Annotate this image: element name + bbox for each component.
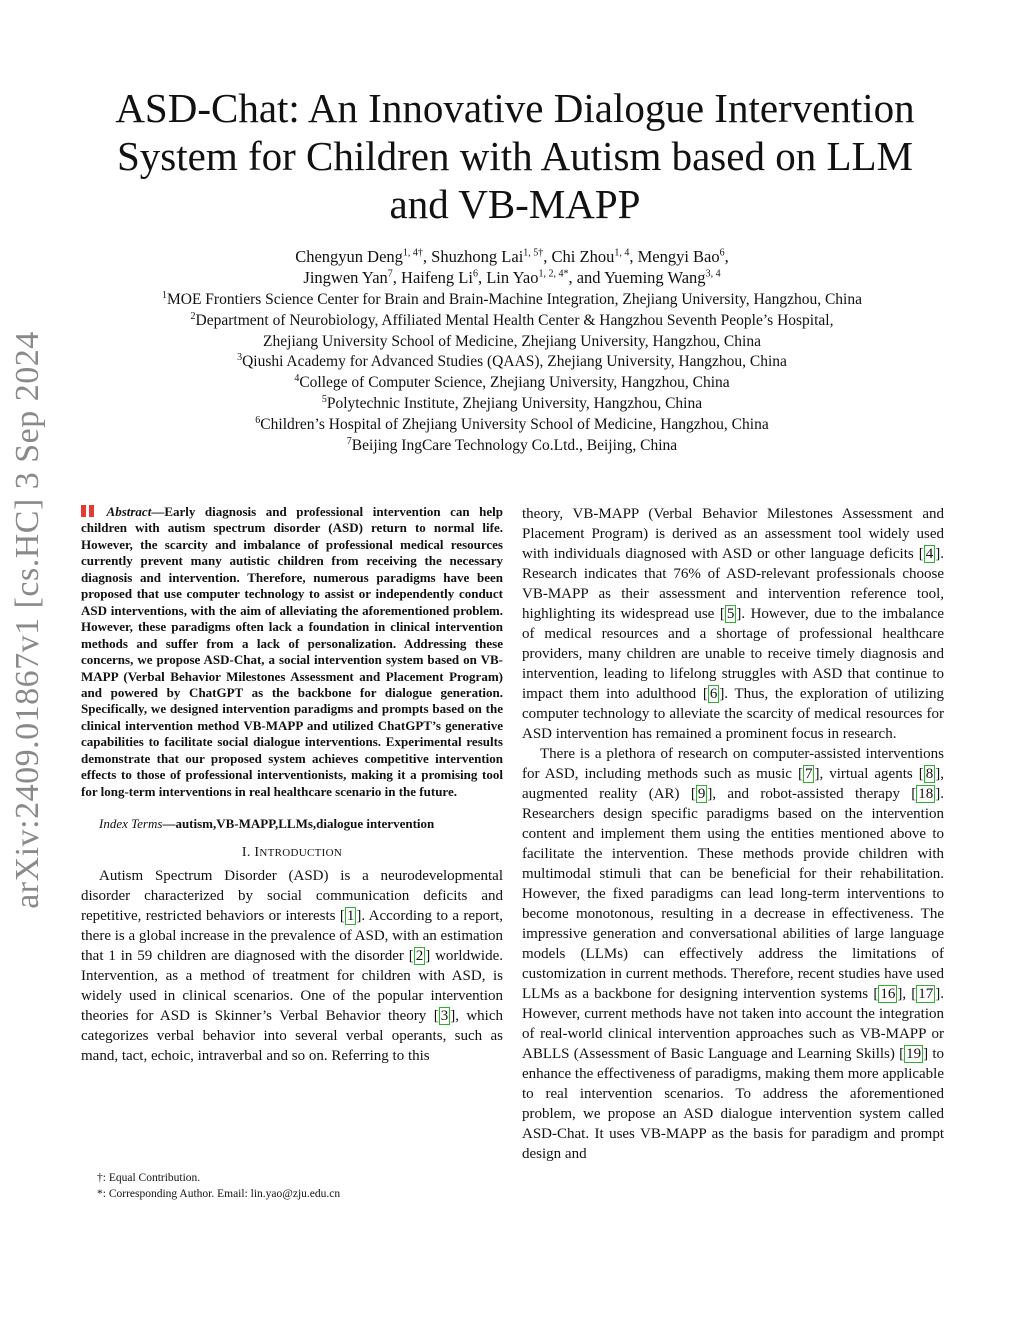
footnote: *: Corresponding Author. Email: lin.yao@zju.edu.cn (97, 1188, 341, 1200)
affiliation: $^1$MOE Frontiers Science Center for Brain and Brain-Machine Integration, Zhejiang University, Hangzhou, China (161, 289, 862, 308)
right-column (522, 504, 944, 1164)
affiliation: $^2$Department of Neurobiology, Affiliated Mental Health Center & Hangzhou Seventh People’s Hospital, (190, 310, 834, 329)
abstract (81, 504, 503, 800)
body-paragraph: theory, VB-MAPP (Verbal Behavior Milestones Assessment and Placement Program) is derived as an assessment tool widely used with individuals diagnosed with ASD or other language deficits [ 4 ]. Research indicates that 76% of ASD-relevant professionals choose VB-MAPP as their assessment and intervention reference tool, highlighting its widespread use [ 5 ]. However, due to the imbalance of medical resources and a shortage of professional healthcare providers, many children are unable to receive timely diagnosis and intervention, leading to lifelong struggles with ASD that continue to impact them into adulthood [ 6 ]. Thus, the exploration of utilizing computer technology to alleviate the scarcity of medical resources for ASD intervention has remained a prominent focus in research. (522, 506, 945, 742)
author-name: Yueming Wang (604, 268, 706, 287)
arxiv-identifier (8, 270, 48, 970)
citation-link[interactable]: 19 (906, 1046, 922, 1062)
citation-link[interactable]: 17 (918, 986, 934, 1002)
section-heading: I. INTRODUCTION (241, 845, 343, 861)
author-name: Chengyun Deng (295, 247, 403, 266)
footnote: †: Equal Contribution. (97, 1172, 201, 1184)
author-sup: 1, 4† (402, 247, 423, 259)
abstract-text: —Early diagnosis and professional intervention can help children with autism spectrum disorder (ASD) return to normal life. However, the scarcity and imbalance of professional medical resources currently prevent many autistic children from receiving the necessary diagnosis and intervention. Therefore, numerous paradigms have been proposed that use computer technology to assist or independently conduct ASD interventions, with the aim of alleviating the aforementioned problem. However, these paradigms often lack a foundation in clinical intervention methods and suffer from a lack of personalization. Addressing these concerns, we propose ASD-Chat, a social intervention system based on VB-MAPP (Verbal Behavior Milestones Assessment and Placement Program) and powered by ChatGPT as the backbone for dialogue generation. Specifically, we designed intervention paradigms and prompts based on the clinical intervention method VB-MAPP and utilized ChatGPT’s generative capabilities to facilitate social dialogue interventions. Experimental results demonstrate that our proposed system achieves competitive intervention effects to those of professional interventionists, making it a promising tool for long-term interventions in real healthcare scenario in the future. (81, 504, 503, 799)
left-column (81, 504, 503, 1066)
author-name: Chi Zhou (551, 247, 615, 266)
author-sup: 6 (719, 247, 725, 259)
index-terms (81, 816, 503, 832)
citation-link[interactable]: 6 (709, 686, 718, 702)
author-name: Mengyi Bao (637, 247, 720, 266)
author-sup: 7 (387, 268, 393, 280)
author-sup: 1, 4 (614, 247, 630, 259)
citation-link[interactable]: 3 (440, 1008, 449, 1025)
citation-link[interactable]: 18 (918, 786, 934, 802)
author-name: Lin Yao (486, 268, 539, 287)
author-name: Shuzhong Lai (431, 247, 524, 266)
annotation-flag-icon (89, 505, 94, 517)
citation-link[interactable]: 16 (880, 986, 896, 1002)
author-line-2: Jingwen Yan$^7$, Haifeng Li$^6$, Lin Yao$^{1, 2, 4*}$, and Yueming Wang$^{3, 4}$ (303, 268, 721, 287)
body-paragraph: There is a plethora of research on computer-assisted interventions for ASD, including methods such as music [ 7 ], virtual agents [ 8 ], augmented reality (AR) [ 9 ], and robot-assisted therapy [ 18 ]. Researchers design specific paradigms based on the intervention content and implement them using the entities mentioned above to facilitate the intervention. These methods provide children with multimodal stimuli that can be beneficial for their rehabilitation. However, the fixed paradigms can lead long-term interventions to become monotonous, resulting in a decrease in effectiveness. The impressive generation and conversational abilities of large language models (LLMs) can effectively address the limitations of customization in current methods. Therefore, recent studies have used LLMs as a backbone for designing intervention systems [ 16 ], [ 17 ]. However, current methods have not taken into account the integration of real-world clinical intervention approaches such as VB-MAPP or ABLLS (Assessment of Basic Language and Learning Skills) [ 19 ] to enhance the effectiveness of paradigms, making them more applicable to real intervention scenarios. To address the aforementioned problem, we propose an ASD dialogue intervention system called ASD-Chat. It uses VB-MAPP as the basis for paradigm and prompt design and (522, 746, 945, 1162)
author-name: Haifeng Li (401, 268, 473, 287)
citation-link[interactable]: 5 (726, 606, 735, 622)
citation-link[interactable]: 7 (804, 766, 813, 782)
author-sup: 1, 2, 4* (538, 268, 569, 280)
abstract-label: Abstract (106, 504, 152, 519)
intro-paragraph: Autism Spectrum Disorder (ASD) is a neurodevelopmental disorder characterized by social communication deficits and repetitive, restricted behaviors or interests [ 1 ]. According to a report, there is a global increase in the prevalence of ASD, with an estimation that 1 in 59 children are diagnosed with the disorder [ 2 ] worldwide. Intervention, as a method of treatment for children with ASD, is widely used in clinical scenarios. One of the popular intervention theories for ASD is Skinner’s Verbal Behavior theory [ 3 ], which categorizes verbal behavior into several verbal operants, such as mand, tact, echoic, intraverbal and so on. Referring to this (81, 868, 503, 1065)
author-sup: 6 (472, 268, 478, 280)
citation-link[interactable]: 4 (925, 546, 934, 562)
citation-link[interactable]: 2 (415, 948, 424, 965)
author-name: Jingwen Yan (303, 268, 388, 287)
paper-title: ASD-Chat: An Innovative Dialogue Intervention System for Children with Autism based on LLM and VB-MAPP (115, 85, 915, 227)
affiliation: $^5$Polytechnic Institute, Zhejiang University, Hangzhou, China (321, 393, 703, 412)
affiliation: $^3$Qiushi Academy for Advanced Studies (QAAS), Zhejiang University, Hangzhou, China (237, 352, 787, 371)
affiliation: Zhejiang University School of Medicine, Zhejiang University, Hangzhou, China (263, 332, 761, 350)
index-terms-value: —autism,VB-MAPP,LLMs,dialogue intervention (162, 816, 435, 832)
annotation-flag-icon (81, 505, 86, 517)
author-list (80, 246, 944, 288)
arxiv-identifier-text: arXiv:2409.01867v1 [cs.HC] 3 Sep 2024 (9, 331, 46, 909)
author-sup: 1, 5† (523, 247, 544, 259)
citation-link[interactable]: 9 (697, 786, 706, 802)
affiliation: $^4$College of Computer Science, Zhejiang University, Hangzhou, China (294, 373, 730, 392)
citation-link[interactable]: 8 (925, 766, 934, 782)
footnotes (97, 1170, 497, 1202)
index-terms-label: Index Terms (99, 816, 163, 832)
affiliation-list (80, 290, 944, 456)
affiliation: $^7$Beijing IngCare Technology Co.Ltd., Beijing, China (346, 435, 678, 454)
affiliation: $^6$Children’s Hospital of Zhejiang University School of Medicine, Hangzhou, China (255, 414, 769, 433)
author-line-1: Chengyun Deng$^{1, 4\dagger}$, Shuzhong Lai$^{1, 5\dagger}$, Chi Zhou$^{1, 4}$, Mengyi Bao$^6$, (295, 247, 729, 266)
citation-link[interactable]: 1 (346, 908, 355, 925)
author-sup: 3, 4 (705, 268, 721, 280)
